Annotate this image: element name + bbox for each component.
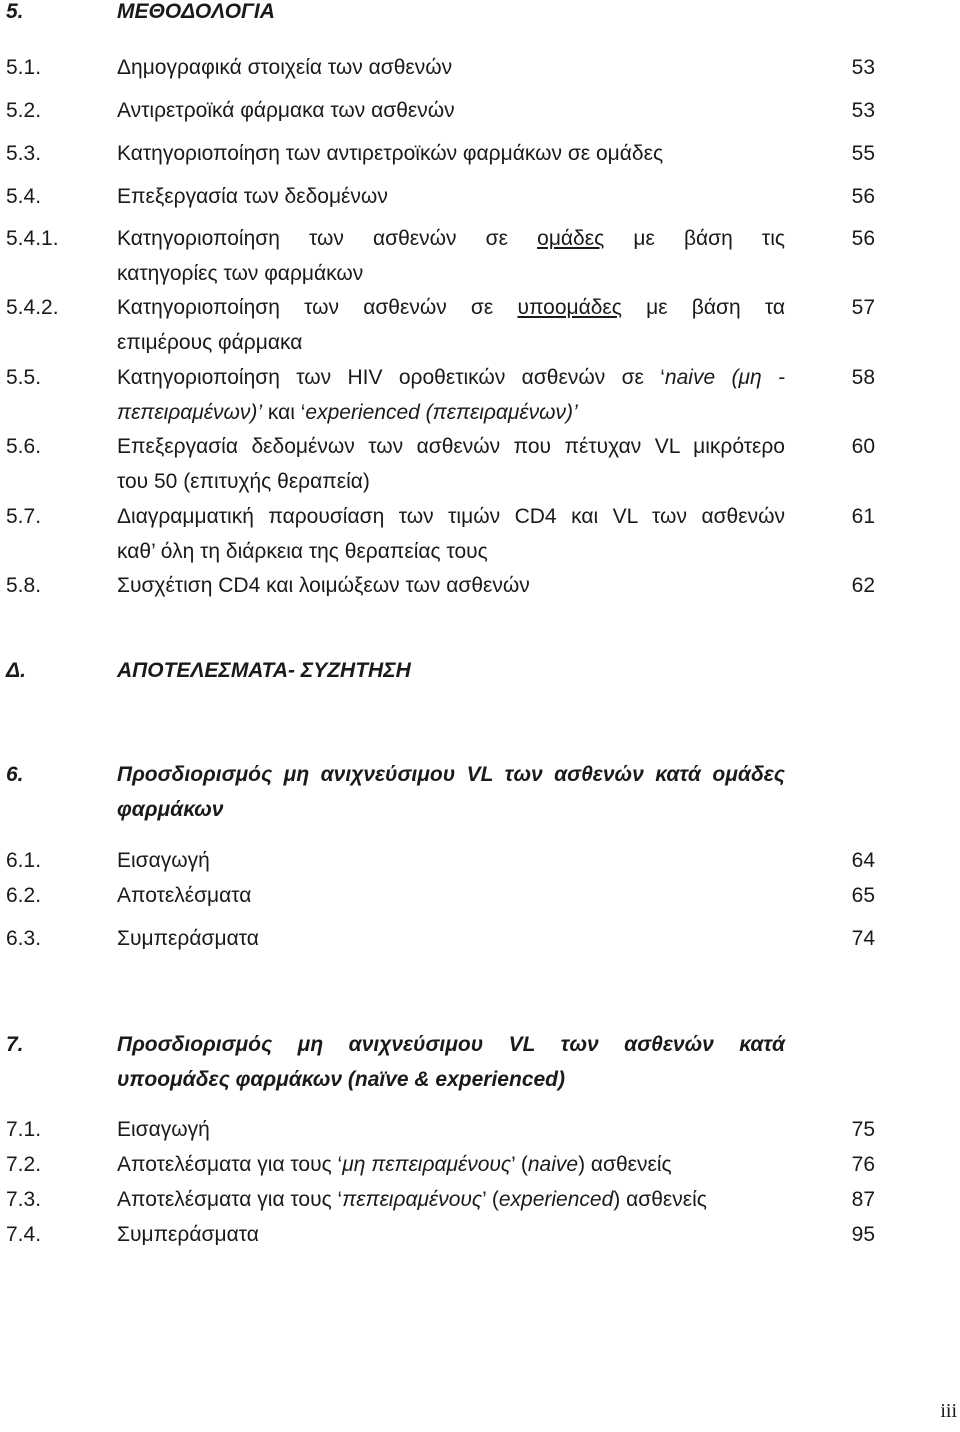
section-number: 7. [6, 1033, 24, 1056]
entry-page: 58 [851, 366, 875, 389]
entry-page: 61 [851, 505, 875, 528]
entry-text-line1: Κατηγοριοποίηση των ασθενών σε υποομάδες με βάση τα [117, 296, 785, 319]
entry-page: 95 [851, 1223, 875, 1246]
entry-text: Συμπεράσματα [117, 1223, 259, 1246]
section-title: ΑΠΟΤΕΛΕΣΜΑΤΑ- ΣΥΖΗΤΗΣΗ [117, 659, 411, 682]
entry-text-line1: Διαγραμματική παρουσίαση των τιμών CD4 και VL των ασθενών [117, 505, 785, 528]
entry-text-line1: Επεξεργασία δεδομένων των ασθενών που πέτυχαν VL μικρότερο [117, 435, 785, 458]
entry-page: 74 [851, 927, 875, 950]
entry-page: 62 [851, 574, 875, 597]
entry-number: 5.5. [6, 366, 42, 389]
entry-text-line2: του 50 (επιτυχής θεραπεία) [117, 470, 370, 493]
section-title-line2: φαρμάκων [117, 798, 224, 821]
entry-text-line2: επιμέρους φάρμακα [117, 331, 303, 354]
entry-text-line2: πεπειραμένων)’ και ‘experienced (πεπειραμένων)’ [117, 401, 578, 424]
entry-number: 5.7. [6, 505, 42, 528]
section-6-heading [0, 758, 960, 828]
entry-text: Δημογραφικά στοιχεία των ασθενών [117, 56, 453, 79]
entry-text: Επεξεργασία των δεδομένων [117, 185, 388, 208]
page-number-footer: iii [940, 1400, 957, 1422]
entry-number: 5.8. [6, 574, 42, 597]
entry-page: 56 [851, 185, 875, 208]
entry-page: 60 [851, 435, 875, 458]
entry-number: 6.2. [6, 884, 42, 907]
entry-number: 7.2. [6, 1153, 42, 1176]
section-number: Δ. [6, 659, 26, 682]
entry-page: 57 [851, 296, 875, 319]
entry-text-line2: καθ’ όλη τη διάρκεια της θεραπείας τους [117, 540, 488, 563]
section-title-line1: Προσδιορισμός μη ανιχνεύσιμου VL των ασθενών κατά [117, 1033, 785, 1056]
entry-number: 5.6. [6, 435, 42, 458]
entry-number: 5.4.2. [6, 296, 59, 319]
entry-number: 5.1. [6, 56, 42, 79]
entry-text: Αποτελέσματα για τους ‘μη πεπειραμένους’ (naive) ασθενείς [117, 1153, 672, 1176]
entry-number: 6.3. [6, 927, 42, 950]
entry-number: 6.1. [6, 849, 42, 872]
entry-text: Εισαγωγή [117, 849, 210, 872]
entry-number: 7.3. [6, 1188, 42, 1211]
entry-page: 55 [851, 142, 875, 165]
toc-entry-5-4-1[interactable] [0, 222, 960, 292]
entry-number: 7.4. [6, 1223, 42, 1246]
toc-entry-5-4-2[interactable] [0, 291, 960, 361]
entry-text: Αποτελέσματα για τους ‘πεπειραμένους’ (experienced) ασθενείς [117, 1188, 707, 1211]
section-number: 6. [6, 763, 24, 786]
entry-number: 5.4. [6, 185, 42, 208]
entry-text: Αντιρετροϊκά φάρμακα των ασθενών [117, 99, 455, 122]
entry-text-line1: Κατηγοριοποίηση των HIV οροθετικών ασθενών σε ‘naive (μη - [117, 366, 785, 389]
toc-entry-5-7[interactable] [0, 500, 960, 570]
entry-text: Συσχέτιση CD4 και λοιμώξεων των ασθενών [117, 574, 530, 597]
section-title-line1: Προσδιορισμός μη ανιχνεύσιμου VL των ασθενών κατά ομάδες [117, 763, 785, 786]
entry-number: 5.3. [6, 142, 42, 165]
entry-page: 65 [851, 884, 875, 907]
entry-text: Αποτελέσματα [117, 884, 252, 907]
entry-page: 75 [851, 1118, 875, 1141]
toc-entry-5-6[interactable] [0, 430, 960, 500]
toc-entry-5-5[interactable] [0, 361, 960, 431]
entry-text-line1: Κατηγοριοποίηση των ασθενών σε ομάδες με βάση τις [117, 227, 785, 250]
entry-number: 7.1. [6, 1118, 42, 1141]
entry-text-line2: κατηγορίες των φαρμάκων [117, 262, 364, 285]
entry-text: Εισαγωγή [117, 1118, 210, 1141]
entry-page: 64 [851, 849, 875, 872]
entry-page: 53 [851, 56, 875, 79]
section-title-line2: υποομάδες φαρμάκων (naïve & experienced) [117, 1068, 565, 1091]
entry-number: 5.2. [6, 99, 42, 122]
entry-page: 53 [851, 99, 875, 122]
section-number: 5. [6, 0, 24, 23]
entry-page: 76 [851, 1153, 875, 1176]
entry-page: 87 [851, 1188, 875, 1211]
entry-text: Κατηγοριοποίηση των αντιρετροϊκών φαρμάκων σε ομάδες [117, 142, 664, 165]
section-7-heading [0, 1028, 960, 1098]
section-title: ΜΕΘΟΔΟΛΟΓΙΑ [117, 0, 275, 23]
entry-page: 56 [851, 227, 875, 250]
entry-text: Συμπεράσματα [117, 927, 259, 950]
entry-number: 5.4.1. [6, 227, 59, 250]
